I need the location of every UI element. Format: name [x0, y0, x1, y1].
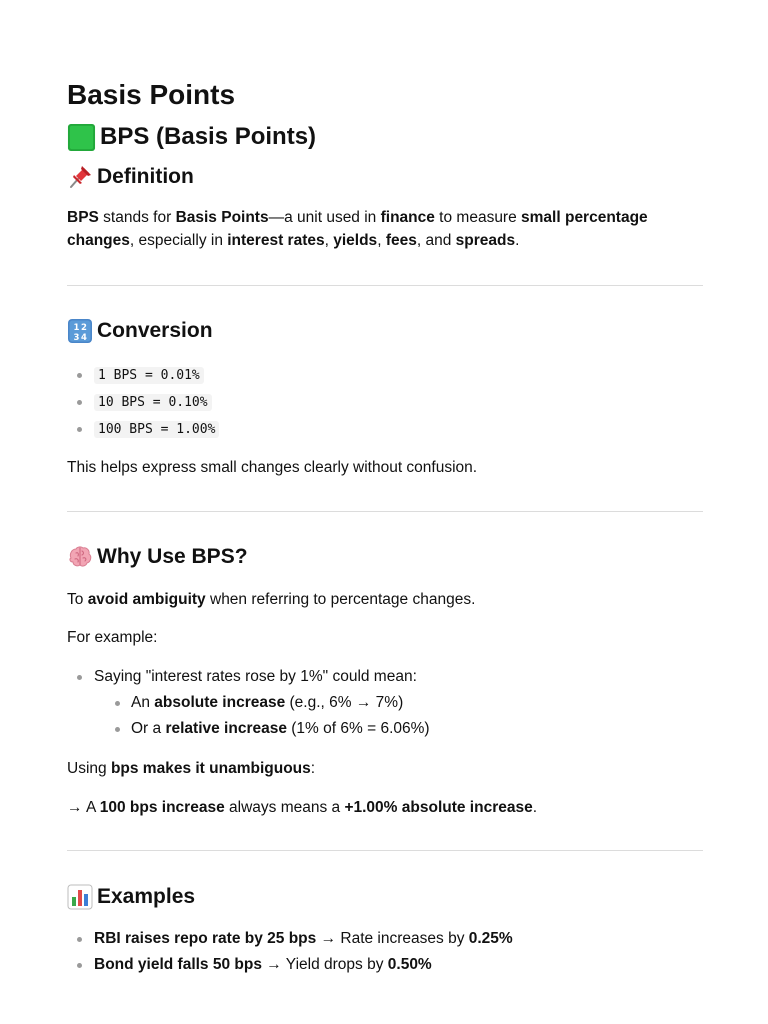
bold-text: absolute increase: [154, 694, 286, 711]
svg-text:3: 3: [73, 333, 80, 343]
text-run: to measure: [434, 209, 522, 226]
bold-text: +1.00% absolute increase: [344, 799, 533, 816]
conversion-list: [67, 362, 703, 443]
text-run: To: [67, 591, 88, 608]
svg-text:1: 1: [73, 323, 80, 333]
document-content: [67, 76, 703, 978]
why-list-item-text: Saying "interest rates rose by 1%" could mean:: [94, 668, 417, 685]
text-run: An: [131, 694, 155, 711]
list-item: [94, 690, 703, 716]
list-item: [67, 362, 703, 389]
definition-paragraph: [67, 206, 703, 252]
text-run: when referring to percentage changes.: [205, 591, 476, 608]
bold-text: interest rates: [227, 232, 325, 249]
bold-text: 0.50%: [387, 956, 432, 973]
why-list: [67, 664, 703, 742]
bold-text: spreads: [455, 232, 516, 249]
section-heading-bps: [67, 120, 703, 154]
bold-text: 100 bps increase: [99, 799, 225, 816]
text-run: stands for: [98, 209, 176, 226]
why-sublist: [94, 690, 703, 742]
text-run: → A: [67, 799, 100, 816]
why-paragraph-4: [67, 796, 703, 819]
pushpin-icon: [67, 164, 93, 190]
why-paragraph-3: [67, 757, 703, 780]
text-run: ,: [377, 232, 386, 249]
examples-heading-text: Examples: [97, 885, 196, 908]
bar-chart-icon: [67, 884, 93, 910]
bold-text: small percentage changes: [67, 209, 648, 249]
why-paragraph-2: For example:: [67, 629, 158, 646]
conversion-code: 10 BPS = 0.10%: [94, 394, 212, 411]
section-heading-bps-text: BPS (Basis Points): [100, 123, 317, 150]
brain-icon: [67, 544, 93, 570]
bold-text: RBI raises repo rate by 25 bps: [94, 930, 317, 947]
examples-list: [67, 926, 703, 978]
numbers-keycap-icon: [67, 318, 93, 344]
text-run: always means a: [224, 799, 345, 816]
examples-heading: [67, 882, 703, 912]
text-run: —a unit used in: [268, 209, 381, 226]
text-run: (e.g., 6% → 7%): [285, 694, 404, 711]
list-item: [67, 926, 703, 952]
text-run: → Rate increases by: [316, 930, 469, 947]
bold-text: yields: [333, 232, 378, 249]
list-item: [67, 389, 703, 416]
list-item: [67, 664, 703, 742]
conversion-heading: [67, 316, 703, 346]
green-square-icon: [67, 123, 96, 152]
svg-text:2: 2: [81, 323, 87, 333]
text-run: (1% of 6% = 6.06%): [286, 720, 430, 737]
bold-text: relative increase: [165, 720, 287, 737]
svg-text:4: 4: [81, 333, 87, 343]
text-run: .: [515, 232, 520, 249]
text-run: Using: [67, 760, 111, 777]
conversion-code: 100 BPS = 1.00%: [94, 421, 219, 438]
list-item: [67, 952, 703, 978]
bold-text: 0.25%: [468, 930, 513, 947]
text-run: Or a: [131, 720, 166, 737]
list-item: [67, 416, 703, 443]
bold-text: BPS: [67, 209, 99, 226]
why-paragraph-1: [67, 588, 703, 611]
bold-text: finance: [380, 209, 435, 226]
bold-text: avoid ambiguity: [87, 591, 206, 608]
conversion-code: 1 BPS = 0.01%: [94, 367, 204, 384]
bold-text: bps makes it unambiguous: [110, 760, 311, 777]
conversion-note: This helps express small changes clearly without confusion.: [67, 459, 478, 476]
page-title: Basis Points: [67, 79, 236, 110]
text-run: → Yield drops by: [261, 956, 388, 973]
why-heading-text: Why Use BPS?: [97, 545, 248, 568]
bold-text: fees: [385, 232, 417, 249]
definition-heading-text: Definition: [97, 165, 194, 188]
text-run: , and: [416, 232, 456, 249]
list-item: [94, 716, 703, 742]
why-heading: [67, 542, 703, 572]
text-run: :: [310, 760, 316, 777]
text-run: , especially in: [129, 232, 228, 249]
definition-heading: [67, 162, 703, 192]
text-run: .: [532, 799, 538, 816]
conversion-heading-text: Conversion: [97, 319, 213, 342]
text-run: ,: [324, 232, 334, 249]
bold-text: Basis Points: [175, 209, 269, 226]
bold-text: Bond yield falls 50 bps: [94, 956, 262, 973]
